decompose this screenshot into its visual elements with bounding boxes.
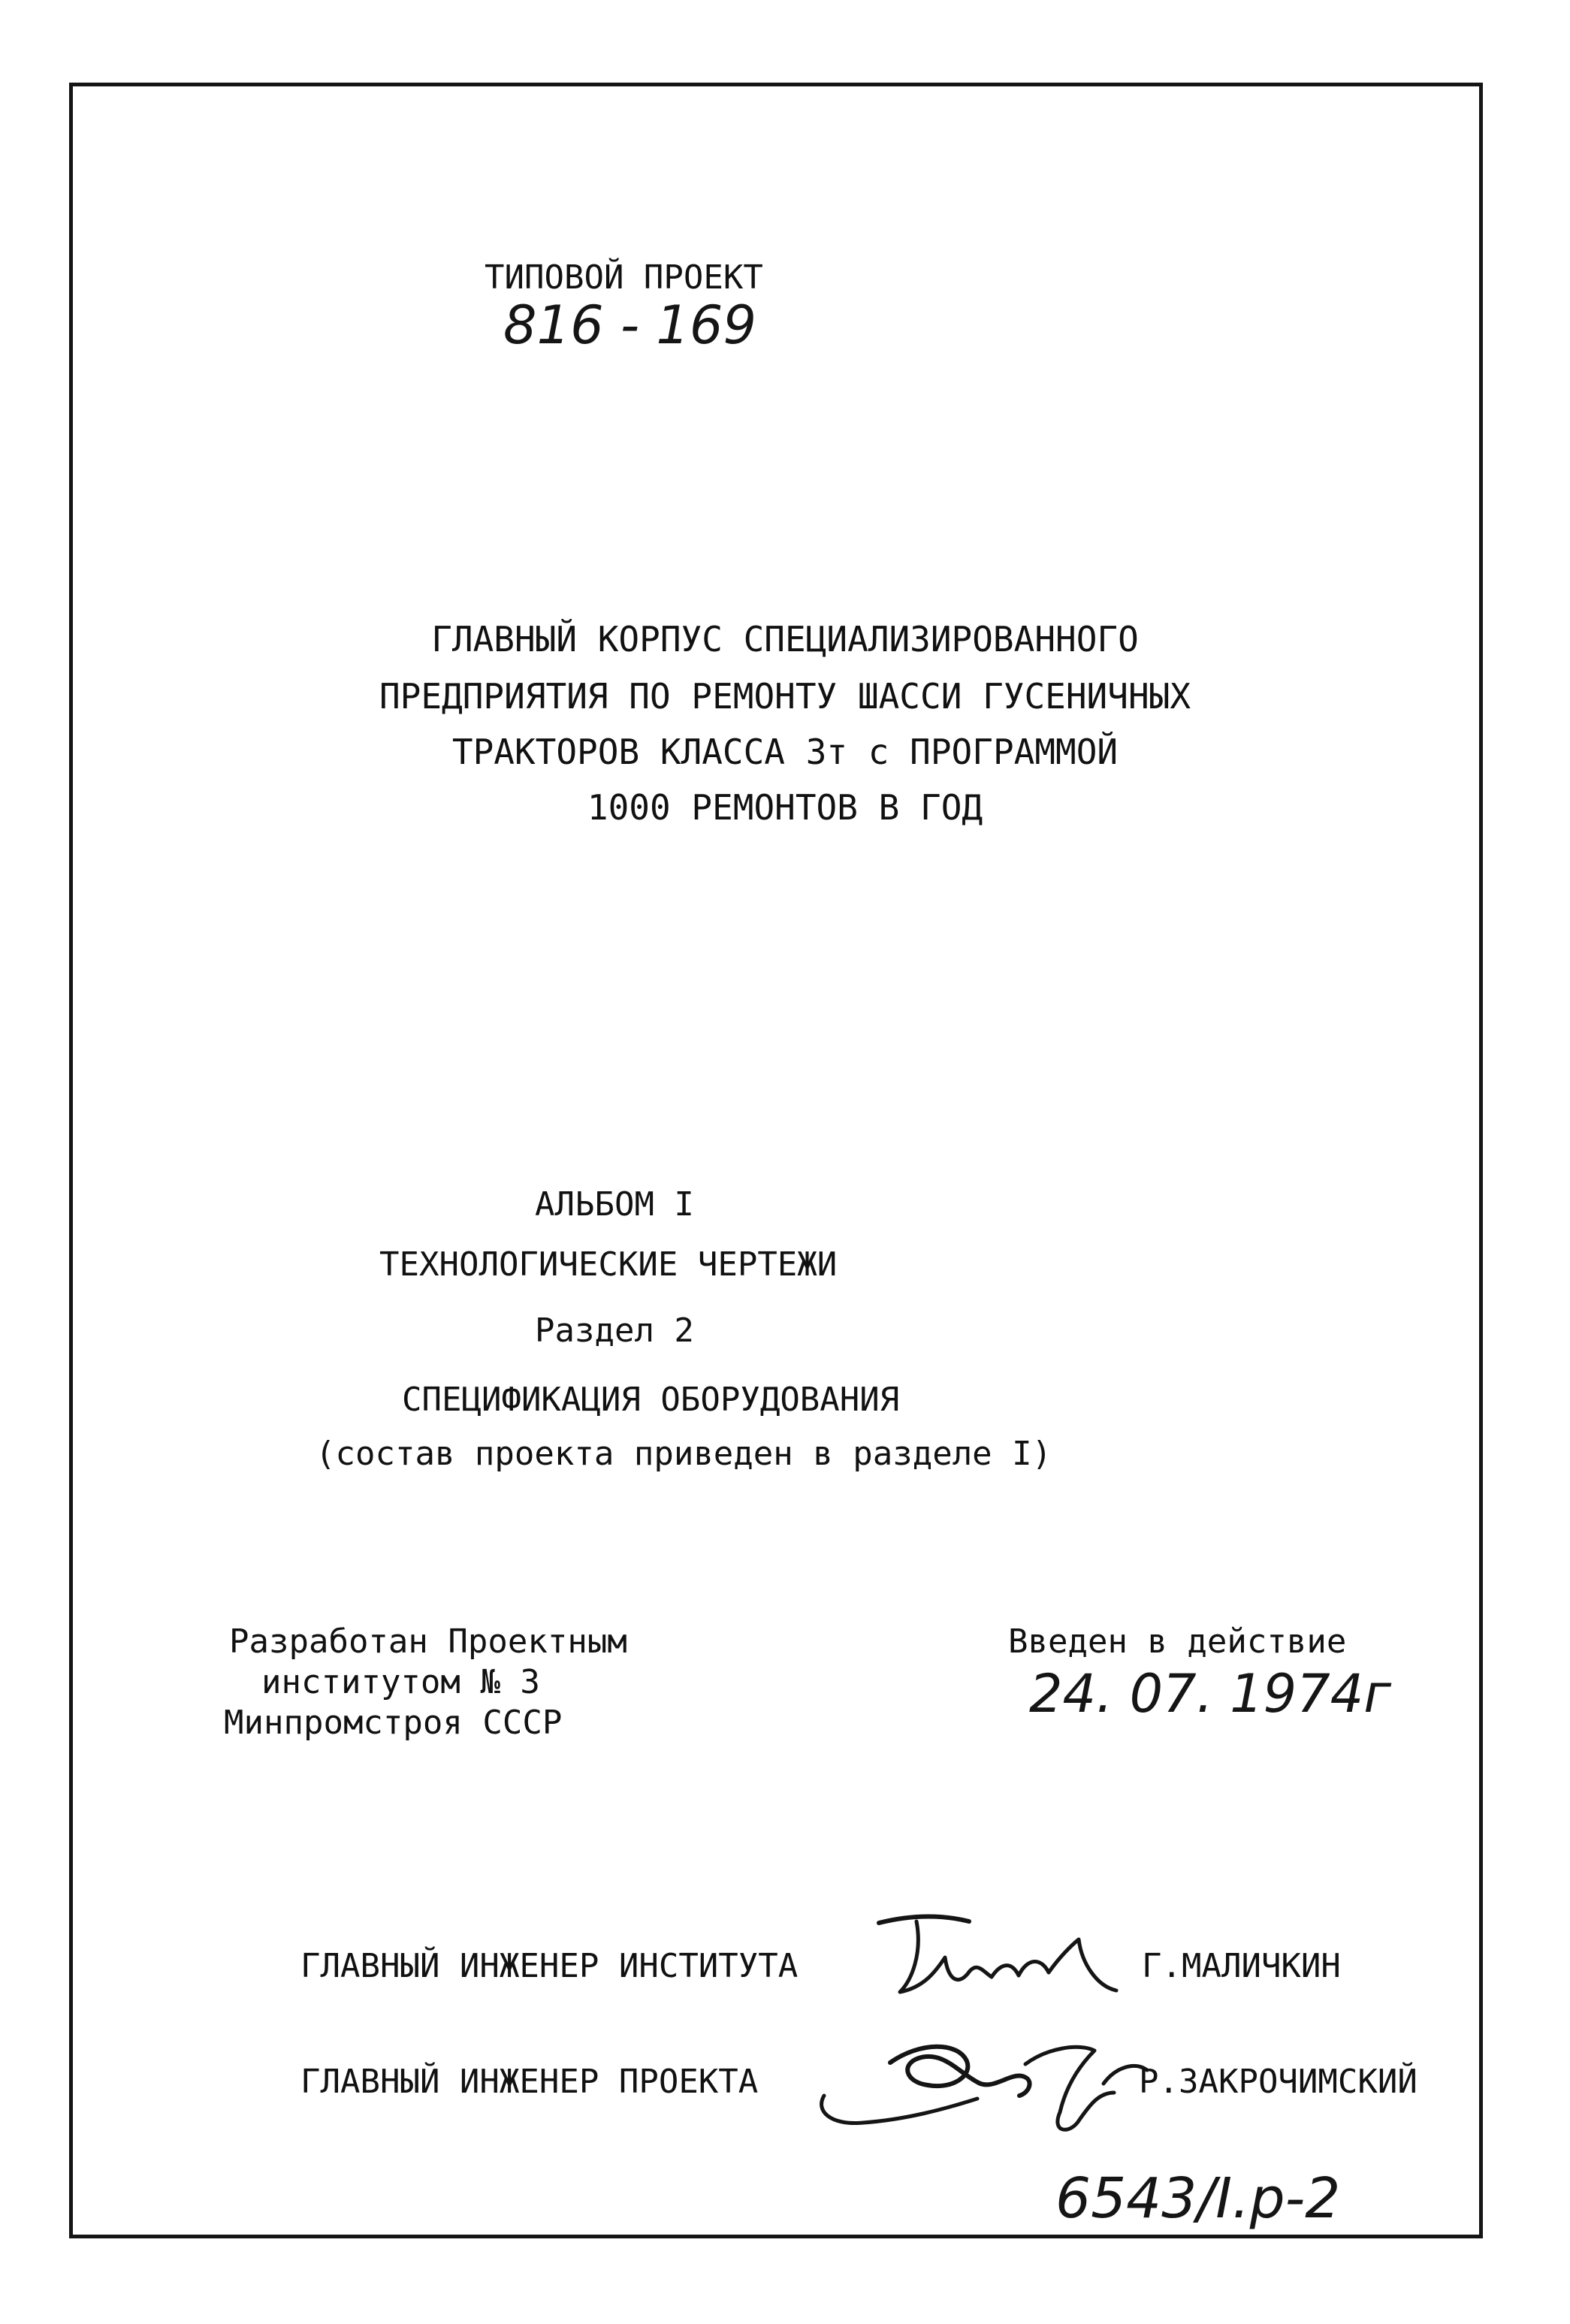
section-number: Раздел 2 — [535, 1311, 694, 1350]
signature-name-project: Р.ЗАКРОЧИМСКИЙ — [1139, 2063, 1418, 2101]
signature-role-project: ГЛАВНЫЙ ИНЖЕНЕР ПРОЕКТА — [300, 2063, 759, 2101]
album-kind: ТЕХНОЛОГИЧЕСКИЕ ЧЕРТЕЖИ — [379, 1245, 838, 1284]
title-line-2: ПРЕДПРИЯТИЯ ПО РЕМОНТУ ШАССИ ГУСЕНИЧНЫХ — [379, 676, 1191, 717]
enacted-date: 24. 07. 1974г — [1029, 1663, 1392, 1725]
project-number: 816 - 169 — [503, 294, 756, 356]
title-line-1: ГЛАВНЫЙ КОРПУС СПЕЦИАЛИЗИРОВАННОГО — [431, 619, 1139, 659]
handwritten-signature-icon — [864, 1908, 1164, 2013]
developer-line-2: институтом № 3 — [261, 1663, 540, 1701]
title-line-4: 1000 РЕМОНТОВ В ГОД — [587, 787, 983, 828]
project-type-label: ТИПОВОЙ ПРОЕКТ — [485, 258, 763, 297]
enacted-label: Введен в действие — [1008, 1622, 1347, 1661]
title-line-3: ТРАКТОРОВ КЛАССА 3т с ПРОГРАММОЙ — [451, 732, 1119, 772]
developer-line-1: Разработан Проектным — [229, 1622, 627, 1661]
signature-name-institute: Г.МАЛИЧКИН — [1142, 1947, 1341, 1985]
section-title: СПЕЦИФИКАЦИЯ ОБОРУДОВАНИЯ — [402, 1381, 900, 1419]
document-code: 6543/I.р-2 — [1055, 2166, 1341, 2231]
signature-mark-institute — [864, 1908, 1164, 2016]
signature-role-institute: ГЛАВНЫЙ ИНЖЕНЕР ИНСТИТУТА — [300, 1947, 799, 1985]
page-border — [69, 83, 1483, 2238]
handwritten-signature-icon — [800, 2021, 1176, 2148]
section-note: (состав проекта приведен в разделе I) — [316, 1435, 1052, 1473]
album-number: АЛЬБОМ I — [535, 1185, 694, 1224]
signature-mark-project — [800, 2021, 1176, 2151]
developer-line-3: Минпромстроя СССР — [224, 1704, 563, 1742]
